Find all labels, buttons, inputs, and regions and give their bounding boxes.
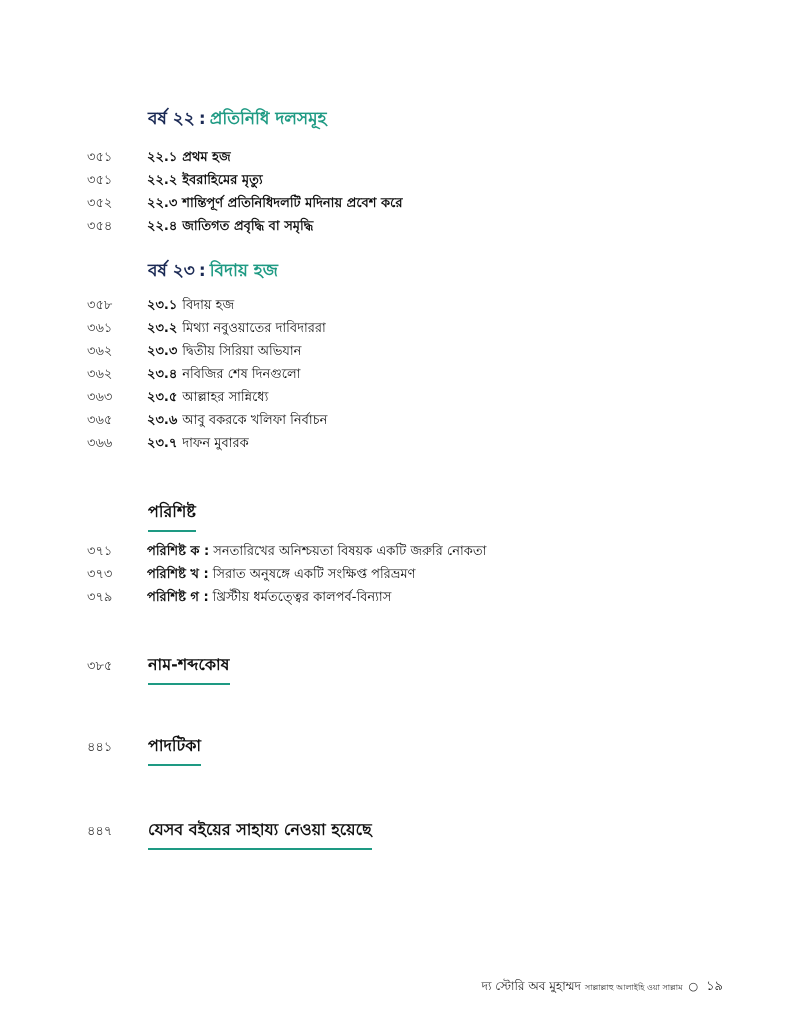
appendix-heading: পরিশিষ্ট xyxy=(148,499,196,532)
toc-entry[interactable] xyxy=(87,365,300,387)
glossary-page: ৩৮৫ xyxy=(87,659,113,674)
toc-entry[interactable] xyxy=(87,411,327,433)
footnotes-heading[interactable]: পাদটিকা xyxy=(148,733,201,766)
entry-page: ৩৫২ xyxy=(87,196,113,211)
year-22-heading xyxy=(148,106,327,134)
bibliography-page: ৪৪৭ xyxy=(87,824,113,839)
toc-entry[interactable] xyxy=(87,388,268,410)
entry-title: খ্রিস্টীয় ধর্মতত্ত্বের কালপর্ব-বিন্যাস xyxy=(212,590,392,605)
entry-page: ৩৬৫ xyxy=(87,413,113,428)
entry-page: ৩৫১ xyxy=(87,150,113,165)
year-23-title: বিদায় হজ xyxy=(209,261,278,281)
entry-title: দ্বিতীয় সিরিয়া অভিযান xyxy=(182,344,302,359)
entry-page: ৩৭৯ xyxy=(87,590,113,605)
entry-title: প্রথম হজ xyxy=(182,150,231,165)
toc-entry[interactable] xyxy=(87,319,326,341)
entry-page: ৩৭১ xyxy=(87,544,113,559)
appendix-label: পরিশিষ্ট খ : xyxy=(147,567,209,582)
toc-entry[interactable] xyxy=(87,148,231,170)
entry-number: ২২.২ xyxy=(147,173,178,188)
year-22-colon: : xyxy=(198,109,206,129)
footer-separator: ○ xyxy=(688,980,699,993)
appendix-entry[interactable] xyxy=(87,565,415,587)
entry-title: নবিজির শেষ দিনগুলো xyxy=(182,367,301,382)
entry-title: মিথ্যা নবুওয়াতের দাবিদাররা xyxy=(182,321,326,336)
entry-number: ২২.১ xyxy=(147,150,178,165)
toc-entry[interactable] xyxy=(87,434,249,456)
entry-title: আবু বকরকে খলিফা নির্বাচন xyxy=(182,413,328,428)
appendix-label: পরিশিষ্ট ক : xyxy=(147,544,210,559)
entry-title: জাতিগত প্রবৃদ্ধি বা সমৃদ্ধি xyxy=(182,219,314,234)
footer-book-title: দ্য স্টোরি অব মুহাম্মদ xyxy=(481,979,581,993)
toc-entry[interactable] xyxy=(87,217,313,239)
entry-number: ২৩.১ xyxy=(147,298,178,313)
entry-page: ৩৬১ xyxy=(87,321,113,336)
year-22-title: প্রতিনিধি দলসমূহ xyxy=(209,109,327,129)
entry-number: ২২.৩ xyxy=(147,196,178,211)
entry-title: সিরাত অনুষঙ্গে একটি সংক্ষিপ্ত পরিভ্রমণ xyxy=(212,567,416,582)
entry-page: ৩৭৩ xyxy=(87,567,113,582)
entry-number: ২৩.৬ xyxy=(147,413,178,428)
entry-number: ২৩.৭ xyxy=(147,436,178,451)
entry-number: ২৩.৫ xyxy=(147,390,178,405)
toc-entry[interactable] xyxy=(87,296,234,318)
entry-number: ২৩.৩ xyxy=(147,344,178,359)
entry-number: ২৩.২ xyxy=(147,321,178,336)
year-23-colon: : xyxy=(198,261,206,281)
entry-page: ৩৫৪ xyxy=(87,219,113,234)
entry-page: ৩৬২ xyxy=(87,367,113,382)
entry-title: দাফন মুবারক xyxy=(182,436,249,451)
entry-title: সনতারিখের অনিশ্চয়তা বিষয়ক একটি জরুরি নোকতা xyxy=(213,544,487,559)
entry-title: আল্লাহর সান্নিধ্যে xyxy=(182,390,269,405)
footer-honorific: সাল্লাল্লাহু আলাইহি ওয়া সাল্লাম xyxy=(584,983,683,992)
toc-entry[interactable] xyxy=(87,342,301,364)
appendix-entry[interactable] xyxy=(87,588,391,610)
appendix-entry[interactable] xyxy=(87,542,486,564)
footnotes-page: ৪৪১ xyxy=(87,740,113,755)
entry-page: ৩৫১ xyxy=(87,173,113,188)
bibliography-heading[interactable]: যেসব বইয়ের সাহায্য নেওয়া হয়েছে xyxy=(148,817,372,850)
entry-title: শান্তিপূর্ণ প্রতিনিধিদলটি মদিনায় প্রবেশ করে xyxy=(182,196,403,211)
page-footer xyxy=(482,977,723,998)
entry-page: ৩৬২ xyxy=(87,344,113,359)
toc-entry[interactable] xyxy=(87,194,402,216)
toc-entry[interactable] xyxy=(87,171,263,193)
entry-page: ৩৫৮ xyxy=(87,298,113,313)
appendix-label: পরিশিষ্ট গ : xyxy=(147,590,209,605)
entry-number: ২২.৪ xyxy=(147,219,178,234)
entry-title: ইবরাহিমের মৃত্যু xyxy=(182,173,263,188)
entry-page: ৩৬৩ xyxy=(87,390,113,405)
year-23-prefix: বর্ষ ২৩ xyxy=(148,261,195,281)
year-22-prefix: বর্ষ ২২ xyxy=(148,109,195,129)
glossary-heading[interactable]: নাম-শব্দকোষ xyxy=(148,652,230,685)
year-23-heading xyxy=(148,258,278,286)
entry-title: বিদায় হজ xyxy=(182,298,235,313)
entry-number: ২৩.৪ xyxy=(147,367,178,382)
entry-page: ৩৬৬ xyxy=(87,436,113,451)
footer-page-number: ১৯ xyxy=(706,979,723,994)
